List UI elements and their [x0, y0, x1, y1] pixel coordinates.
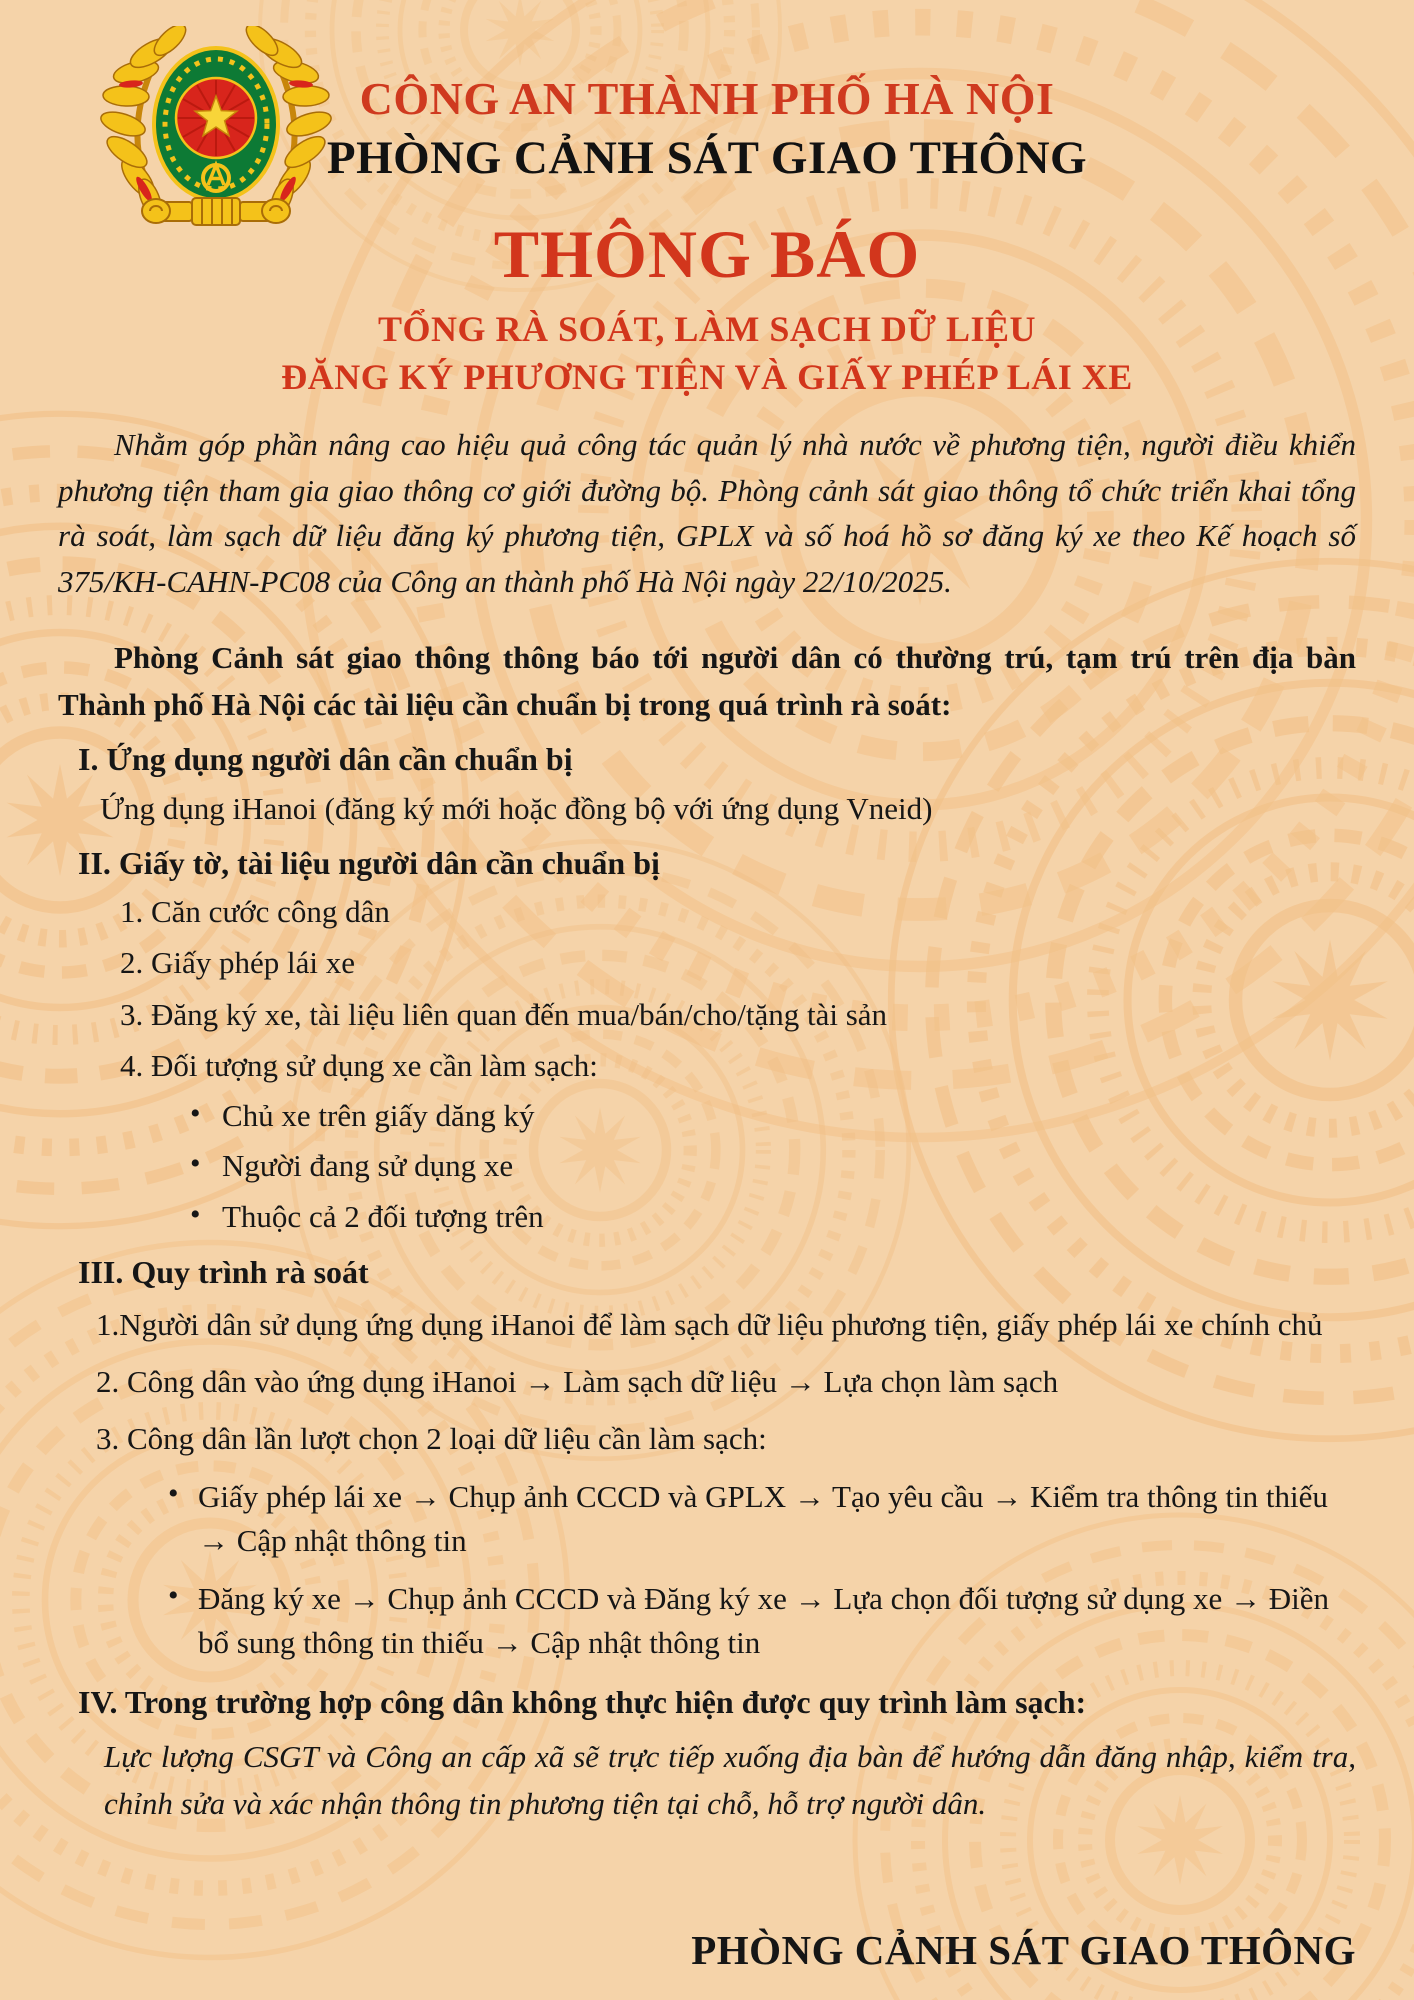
bullet-item: • Đăng ký xe → Chụp ảnh CCCD và Đăng ký xe → Lựa chọn đối tượng sử dụng xe → Điền bổ sung thông tin thiếu → Cập nhật thông tin: [166, 1577, 1356, 1665]
footer-signature: PHÒNG CẢNH SÁT GIAO THÔNG: [691, 1927, 1356, 1973]
section-3-heading: III. Quy trình rà soát: [78, 1254, 369, 1290]
section-1-body: Ứng dụng iHanoi (đăng ký mới hoặc đồng bộ với ứng dụng Vneid): [100, 791, 933, 827]
section-3-bullet-list: [166, 1475, 1356, 1665]
org-name-line2: PHÒNG CẢNH SÁT GIAO THÔNG: [326, 132, 1088, 184]
intro-paragraph: Nhằm góp phần nâng cao hiệu quả công tác quản lý nhà nước về phương tiện, người điều khiển phương tiện tham gia giao thông cơ giới đường bộ. Phòng cảnh sát giao thông tổ chức triển khai tổng rà soát, làm sạch dữ liệu đăng ký phương tiện, GPLX và số hoá hồ sơ đăng ký xe theo Kế hoạch số 375/KH-CAHN-PC08 của Công an thành phố Hà Nội ngày 22/10/2025.: [58, 427, 1356, 599]
list-item: 2. Giấy phép lái xe: [120, 945, 356, 981]
page-subtitle-line2: ĐĂNG KÝ PHƯƠNG TIỆN VÀ GIẤY PHÉP LÁI XE: [281, 357, 1133, 397]
section-2-numbered-list: [120, 892, 1356, 1086]
public-security-emblem-icon: [98, 26, 334, 234]
section-4-body: Lực lượng CSGT và Công an cấp xã sẽ trực tiếp xuống địa bàn để hướng dẫn đăng nhập, kiểm tra, chỉnh sửa và xác nhận thông tin phương tiện tại chỗ, hỗ trợ người dân.: [104, 1739, 1356, 1821]
list-item: 3. Đăng ký xe, tài liệu liên quan đến mua/bán/cho/tặng tài sản: [120, 996, 888, 1032]
list-item: 4. Đối tượng sử dụng xe cần làm sạch:: [120, 1047, 598, 1083]
bullet-item: • Chủ xe trên giấy dăng ký: [188, 1096, 1356, 1136]
page-title: THÔNG BÁO: [493, 216, 921, 292]
page-subtitle-line1: TỔNG RÀ SOÁT, LÀM SẠCH DỮ LIỆU: [377, 309, 1037, 349]
org-name-line1: CÔNG AN THÀNH PHỐ HÀ NỘI: [359, 73, 1055, 124]
bullet-item: • Người đang sử dụng xe: [188, 1146, 1356, 1186]
section-4-heading: IV. Trong trường hợp công dân không thực hiện được quy trình làm sạch:: [78, 1684, 1087, 1721]
section-1-heading: I. Ứng dụng người dân cần chuẩn bị: [78, 741, 573, 778]
list-item: 1. Căn cước công dân: [120, 893, 390, 929]
section-3-numbered-list: [96, 1303, 1356, 1461]
document-body: [0, 398, 1414, 1827]
notice-paragraph: Phòng Cảnh sát giao thông thông báo tới người dân có thường trú, tạm trú trên địa bàn Thành phố Hà Nội các tài liệu cần chuẩn bị trong quá trình rà soát:: [58, 640, 1356, 722]
section-2-heading: II. Giấy tờ, tài liệu người dân cần chuẩn bị: [78, 844, 660, 881]
list-item: 2. Công dân vào ứng dụng iHanoi → Làm sạch dữ liệu → Lựa chọn làm sạch: [96, 1364, 1059, 1400]
list-item: 3. Công dân lần lượt chọn 2 loại dữ liệu cần làm sạch:: [96, 1421, 767, 1457]
bullet-item: • Thuộc cả 2 đối tượng trên: [188, 1197, 1356, 1237]
section-2-bullet-list: [188, 1096, 1356, 1237]
bullet-item: • Giấy phép lái xe → Chụp ảnh CCCD và GPLX → Tạo yêu cầu → Kiểm tra thông tin thiếu → Cập nhật thông tin: [166, 1475, 1356, 1563]
list-item: 1.Người dân sử dụng ứng dụng iHanoi để làm sạch dữ liệu phương tiện, giấy phép lái xe chính chủ: [96, 1307, 1323, 1343]
